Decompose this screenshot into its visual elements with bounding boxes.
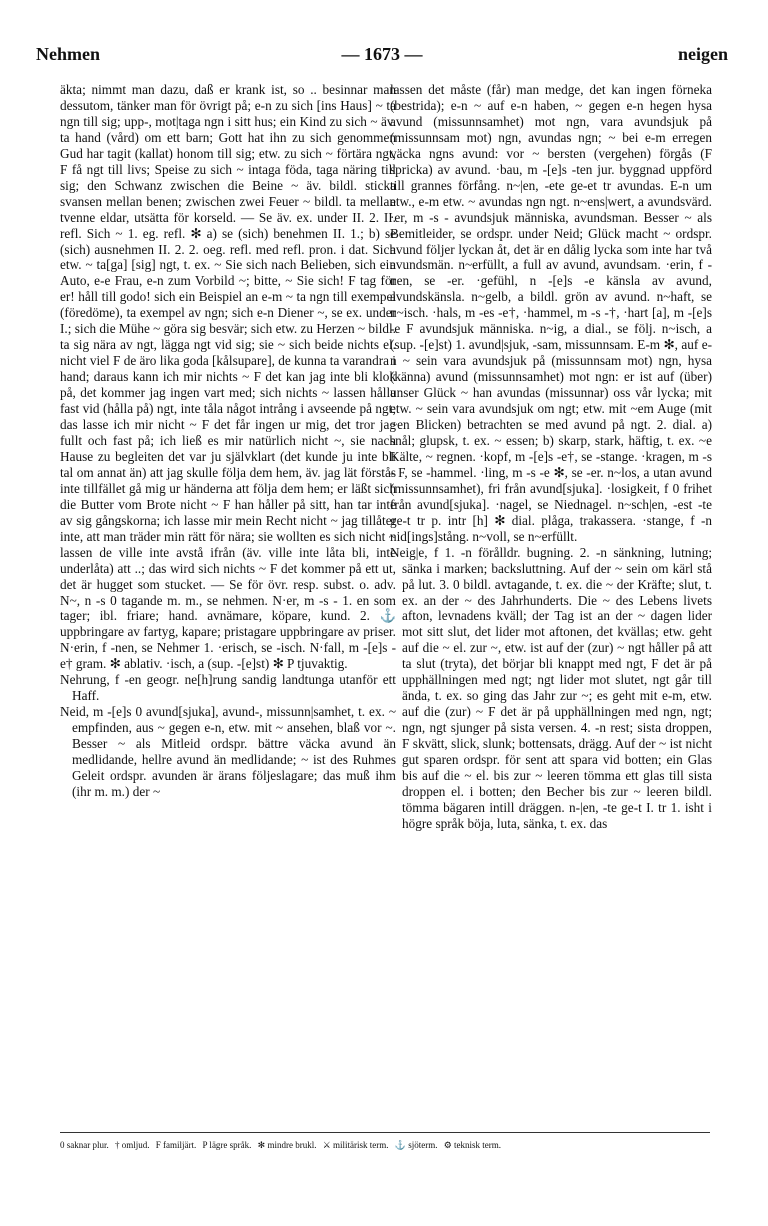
legend-item: † omljud. [115, 1140, 150, 1150]
dictionary-entry: Neid, m -[e]s 0 avund[sjuka], avund-, missunn|samhet, t. ex. ~ empfinden, aus ~ gegen e-n, etw. mit ~ ansehen, blaß vor ~. Besser ~ als Mitleid ordspr. bättre väcka avund än medlidande, hellre avund än medlidande; ~ ist des Ruhmes Geleit ordspr. avunden är ärans följeslagare; das muß ihm (ihr m. m.) der ~ [60, 704, 396, 799]
header-left-word: Nehmen [36, 44, 100, 64]
dictionary-entry: lassen det måste (får) man medge, det kan ingen förneka (bestrida); e-n ~ auf e-n haben, ~ gegen e-n hegen hysa avund (missunnsamhet) mot ngn, vara avundsjuk på (missunnsam mot) ngn, avundas ngn; ~ bei e-m erregen väcka ngns avund: vor ~ bersten (vergehen) förgås (F spricka) av avund. ·bau, m -[e]s -ten jur. byggnad uppförd till grannes förfång. n~|en, -ete ge-et tr avundas. E-n um etw., e-m etw. ~ avundas ngn ngt. n~ens|wert, a avundsvärd. ·er, m -s - avundsjuk människa, avundsman. Besser ~ als Bemitleider, se ordspr. under Neid; Glück macht ~ ordspr. avund följer lyckan åt, det är en dålig lycka som inte har två avundsmän. n~erfüllt, a full av avund, avundsam. ·erin, f -nen, se -er. ·gefühl, n -[e]s -e känsla av avund, avundskänsla. n~gelb, a bildl. grön av avund. n~haft, se n~isch. ·hals, m -es -e†, ·hammel, m -s -†, ·hart [a], m -[e]s -e F avundsjuk människa. n~ig, a dial., se följ. n~isch, a (sup. -[e]st) 1. avund|sjuk, -sam, missunnsam. E-m ✻, auf e-n ~ sein vara avundsjuk på (missunnsam mot) ngn, hysa (känna) avund (missunnsamhet) mot ngn: er ist auf (über) unser Glück ~ han avundas (missunnar) oss vår lycka; mit etw. ~ sein vara avundsjuk om ngt; etw. mit ~em Auge (mit ~en Blicken) betrachten se med avund på ngt. 2. dial. a) snål; glupsk, t. ex. ~ essen; b) skarp, stark, häftig, t. ex. ~e Kälte, ~ regnen. ·kopf, m -[e]s -e†, se -stange. ·kragen, m -s - F, se -hammel. ·ling, m -s -e ✻, se -er. n~los, a utan avund (missunnsamhet), fri från avund[sjuka]. ·losigkeit, f 0 frihet från avund[sjuka]. ·nagel, se Niednagel. n~sch|en, -est -te ge-t tr p. intr [h] ✻ dial. plåga, trakassera. ·stange, f -n nid[ings]stång. n~voll, se n~erfüllt. [390, 82, 712, 544]
right-column [390, 82, 712, 1132]
legend-item: F familjärt. [155, 1140, 197, 1150]
legend-item: P lägre språk. [202, 1140, 252, 1150]
dictionary-entry: Nehrung, f -en geogr. ne[h]rung sandig landtunga utanför ett Haff. [60, 672, 396, 704]
left-column [60, 82, 396, 1132]
page-header [36, 44, 728, 68]
legend-item: ⚓ sjöterm. [394, 1140, 438, 1150]
legend-item: ✻ mindre brukl. [257, 1140, 317, 1150]
legend-item: 0 saknar plur. [60, 1140, 109, 1150]
dictionary-entry: Neig|e, f 1. -n förålldr. bugning. 2. -n sänkning, lutning; sänka i marken; backsluttning. Auf der ~ sein om kärl stå på lut. 3. 0 bildl. avtagande, t. ex. die ~ der Kräfte; slut, t. ex. an der ~ des Jahrhunderts. Die ~ des Lebens livets afton, levnadens kväll; der Tag ist an der ~ dagen lider mot sitt slut, det lider mot aftonen, det kvällas; etw. geht auf die ~ el. zur ~, etw. ist auf der (zur) ~ ngt håller på att ta slut (tryta), det börjar bli knappt med ngt, F det är på upphällningen med ngt; ngt lider mot slutet, ngt går till ända, t. ex. so ging das Jahr zur ~; es geht mit e-m, etw. auf die (zur) ~ F det är på upphällningen med ngn, ngt; ngn, ngt sjunger på sista versen. 4. -n rest; sista droppen, F skvätt, slick, slunk; bottensats, drägg. Auf der ~ ist nicht gut sparen ordspr. för sent att spara vid botten; ein Glas bis auf die ~ el. bis zur ~ leeren tömma ett glas till sista droppen el. i botten; den Becher bis zur ~ leeren bildl. tömma bägaren intill dräggen. n-|en, -te ge-t I. tr 1. isht i högre språk böja, luta, sänka, t. ex. das [390, 544, 712, 831]
dictionary-entry: äkta; nimmt man dazu, daß er krank ist, so .. besinnar man dessutom, tänker man för övrigt på; e-n zu sich [ins Haus] ~ ta ngn till sig; upp-, mot|taga ngn i sitt hus; ein Kind zu sich ~ äv. ta hand (vård) om ett barn; Gott hat ihn zu sich genommen Gud har tagit (kallat) honom till sig; etw. zu sich ~ förtära ngt, F få ngt till livs; Speise zu sich ~ intaga föda, taga näring till sig; den Schwanz zwischen die Beine ~ äv. bildl. sticka svansen mellan benen; zwischen zwei Feuer ~ bildl. ta mellan tvenne eldar, utsätta för korseld. — Se äv. ex. under II. 2. II. refl. Sich ~ 1. eg. refl. ✻ a) se (sich) benehmen II. 1.; b) se (sich) ausnehmen II. 2. 2. oeg. refl. med refl. pron. i dat. Sich etw. ~ ta[ga] [sig] ngt, t. ex. ~ Sie sich nach Belieben, sich ein Auto, e-e Frau, e-n zum Vorbild ~; bitte, ~ Sie sich! F tag för er! håll till godo! sich ein Beispiel an e-m ~ ta ngn till exempel (föredöme), ta exempel av ngn; sich e-n Diener ~, se ex. under I.; sich die Mühe ~ göra sig besvär; sich etw. zu Herzen ~ bildl. ta sig nära av ngt, lägga ngt vid sig; sie ~ sich beide nichts el. nicht viel F de äro lika goda [kålsupare], de kunna ta varandra i hand; daraus kann ich mir nichts ~ F det kan jag inte bli klok på, det kommer jag ingen vart med; sich nichts ~ lassen hålla fast vid (hålla på) ngt, inte tåla något intrång i avseende på ngt; das lasse ich mir nicht ~ F det får ingen ur mig, det tror jag fullt och fast på; ich ließ es mir natürlich nicht ~, sie nach Hause zu begleiten det var ju självklart (det kunde ju inte bli tal om annat än) att jag skulle följa dem hem, äv. jag lät förstås inte tillfället gå mig ur händerna att följa dem hem; er läßt sich die Butter vom Brote nicht ~ F han håller på sitt, han tar inte av sig gångskorna; ich lasse mir mein Recht nicht ~ jag tillåter inte, att man träder min rätt för nära; sie wollten es sich nicht ~ lassen de ville inte avstå ifrån (äv. ville inte låta bli, inte underlåta) att ..; das wird sich nichts ~ F det kommer på ett ut, det är hugget som stucket. — Se för övr. resp. subst. o. adv. N~, n -s 0 tagande m. m., se nehmen. N·er, m -s - 1. en som tager; ibl. friare; hand. avnämare, köpare, kund. 2. ⚓ uppbringare av fartyg, kapare; pristagare uppbringare av priser. N·erin, f -nen, se Nehmer 1. ·erisch, se -isch. N·fall, m -[e]s -e† gram. ✻ ablativ. ·isch, a (sup. -[e]st) ✻ P tjuvaktig. [60, 82, 396, 672]
page-number: — 1673 — [341, 44, 423, 64]
footer-rule [60, 1132, 710, 1133]
header-right-word: neigen [677, 44, 728, 64]
legend-item: ⚙ teknisk term. [443, 1140, 502, 1150]
legend-item: ⚔ militärisk term. [322, 1140, 389, 1150]
abbreviation-legend [60, 1139, 716, 1151]
